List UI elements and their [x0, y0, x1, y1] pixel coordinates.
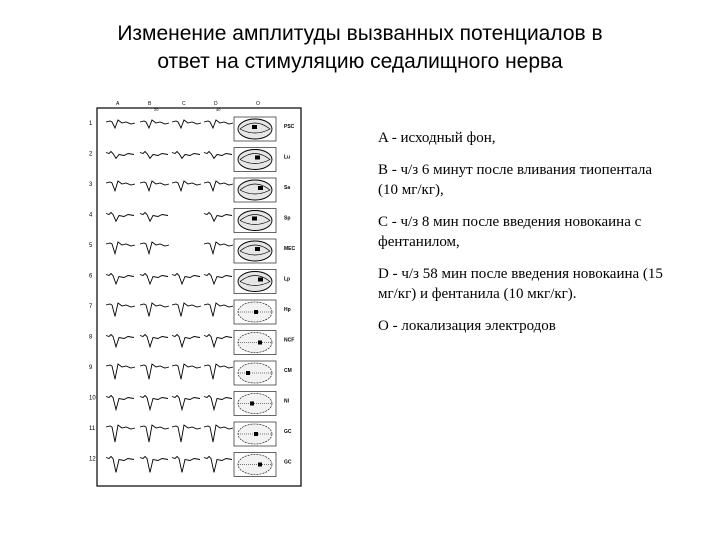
row-number: 12: [89, 456, 96, 463]
evoked-potential-trace: [204, 213, 232, 222]
row-number: 2: [89, 151, 93, 158]
column-label: C: [182, 101, 186, 107]
evoked-potential-trace: [106, 152, 134, 159]
evoked-potential-trace: [106, 425, 135, 442]
row-number: 3: [89, 182, 93, 188]
figure-row: [89, 392, 290, 416]
column-label: A: [116, 101, 120, 107]
figure-row: [89, 361, 292, 385]
evoked-potential-trace: [140, 120, 169, 128]
region-label: Lu: [284, 154, 291, 161]
row-number: 7: [89, 304, 93, 310]
evoked-potential-trace: [106, 364, 135, 379]
figure-row: [89, 209, 290, 233]
electrode-marker: [252, 217, 257, 221]
evoked-potentials-figure: [88, 100, 310, 488]
figure-row: [89, 117, 295, 141]
evoked-potential-trace: [204, 181, 233, 191]
column-label: D: [214, 101, 218, 107]
evoked-potential-trace: [172, 181, 201, 191]
evoked-potential-trace: [106, 396, 134, 410]
region-label: GC: [284, 429, 292, 435]
region-label: MEC: [284, 246, 296, 252]
figure-rows: [89, 117, 296, 477]
caption-list: [378, 128, 668, 348]
region-label: Sp: [284, 215, 291, 222]
evoked-potential-trace: [172, 396, 200, 410]
row-number: 8: [89, 334, 93, 341]
region-label: PSC: [284, 124, 295, 130]
electrode-marker: [246, 371, 250, 375]
column-sublabel: 20: [154, 107, 159, 112]
evoked-potential-trace: [172, 152, 200, 159]
caption-d: D - ч/з 58 мин после введения новокаина (15 мг/кг) и фентанила (10 мкг/кг).: [378, 266, 663, 302]
evoked-potential-trace: [172, 457, 200, 473]
evoked-potential-trace: [204, 303, 233, 316]
caption-c: C - ч/з 8 мин после введения новокаина с фентанилом,: [378, 214, 642, 250]
evoked-potential-trace: [172, 303, 201, 316]
electrode-marker: [255, 156, 260, 160]
electrode-marker: [258, 341, 262, 345]
figure-row: [89, 331, 294, 355]
region-label: Lp: [284, 276, 291, 283]
evoked-potential-trace: [204, 120, 233, 128]
evoked-potential-trace: [140, 303, 169, 316]
evoked-potential-trace: [106, 274, 134, 285]
evoked-potential-trace: [140, 364, 169, 379]
evoked-potential-trace: [106, 213, 134, 222]
evoked-potential-trace: [204, 457, 232, 473]
evoked-potential-trace: [140, 274, 168, 285]
evoked-potential-trace: [140, 396, 168, 410]
evoked-potential-trace: [172, 120, 201, 128]
evoked-potential-trace: [204, 152, 232, 159]
evoked-potential-trace: [140, 457, 168, 473]
row-number: 6: [89, 273, 93, 280]
evoked-potential-trace: [204, 425, 233, 442]
evoked-potential-trace: [140, 152, 168, 159]
region-label: Nl: [284, 398, 289, 405]
row-number: 1: [89, 121, 93, 127]
brain-section-outline: [238, 272, 272, 292]
electrode-marker: [250, 402, 254, 406]
figure-row: [89, 270, 290, 294]
figure-row: [89, 148, 290, 172]
figure-row: [89, 300, 291, 324]
region-label: GC: [284, 459, 292, 466]
evoked-potential-trace: [204, 274, 232, 285]
caption-a: A - исходный фон,: [378, 130, 496, 146]
evoked-potential-trace: [204, 242, 233, 254]
row-number: 5: [89, 243, 93, 249]
electrode-marker: [254, 432, 258, 436]
evoked-potential-trace: [106, 242, 135, 254]
caption-o: O - локализация электродов: [378, 318, 556, 334]
evoked-potential-trace: [140, 335, 168, 347]
caption-b: B - ч/з 6 минут после вливания тиопентала (10 мг/кг),: [378, 162, 653, 198]
row-number: 4: [89, 212, 93, 219]
figure-row: [89, 239, 296, 263]
region-label: CM: [284, 368, 292, 374]
electrode-marker: [258, 186, 263, 190]
evoked-potential-trace: [204, 396, 232, 410]
title-line-2: ответ на стимуляцию седалищного нерва: [157, 50, 563, 73]
region-label: NCF: [284, 337, 295, 344]
evoked-potential-trace: [204, 364, 233, 379]
evoked-potential-trace: [172, 335, 200, 347]
electrode-marker: [252, 125, 257, 129]
column-label: O: [256, 101, 260, 107]
column-sublabel: 40: [216, 107, 221, 112]
electrode-marker: [255, 247, 260, 251]
evoked-potential-trace: [140, 213, 168, 222]
evoked-potential-trace: [172, 364, 201, 379]
figure-row: [89, 453, 292, 477]
column-labels: [116, 101, 260, 112]
row-number: 11: [89, 426, 96, 432]
evoked-potential-trace: [140, 181, 169, 191]
evoked-potential-trace: [204, 335, 232, 347]
electrode-marker: [258, 463, 262, 467]
figure-row: [89, 178, 290, 202]
slide-title: [0, 20, 720, 76]
region-label: Sa: [284, 185, 291, 191]
evoked-potential-trace: [106, 335, 134, 347]
figure-row: [89, 422, 292, 446]
evoked-potential-trace: [140, 425, 169, 442]
row-number: 9: [89, 365, 93, 371]
evoked-potential-trace: [172, 274, 200, 285]
electrode-marker: [254, 310, 258, 314]
evoked-potential-trace: [106, 303, 135, 316]
evoked-potential-trace: [172, 425, 201, 442]
evoked-potential-trace: [106, 457, 134, 473]
title-line-1: Изменение амплитуды вызванных потенциалов в: [117, 22, 603, 45]
evoked-potential-trace: [106, 181, 135, 191]
evoked-potential-trace: [140, 242, 169, 254]
brain-section-outline: [238, 180, 272, 200]
column-label: B: [148, 101, 152, 107]
region-label: Hp: [284, 307, 291, 313]
evoked-potential-trace: [106, 120, 135, 128]
row-number: 10: [89, 395, 96, 402]
electrode-marker: [258, 278, 263, 282]
